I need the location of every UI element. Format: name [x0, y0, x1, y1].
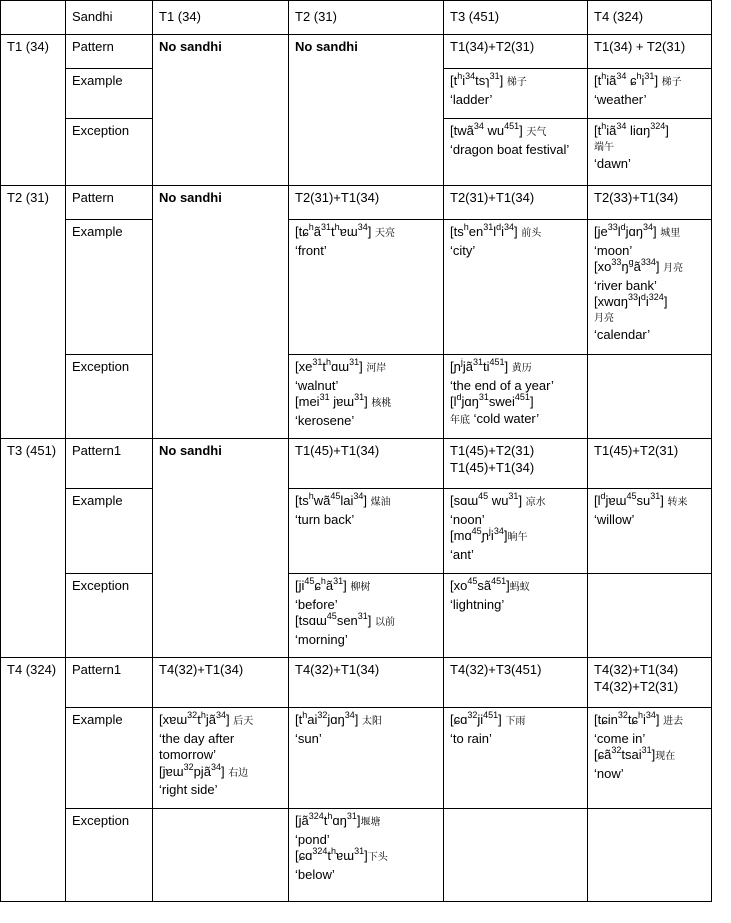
t3-pattern-t3 [444, 439, 588, 489]
gloss: ‘cold water’ [473, 410, 540, 426]
hanzi: 以前 [375, 617, 396, 628]
hanzi: 太阳 [362, 716, 382, 727]
row-label-example: Example [66, 220, 153, 355]
gloss: ‘the end of a year’ [450, 377, 554, 393]
t2-example-t3: $[ts^hen^{31}l^di^{34}]$ 前头 ‘city’ [444, 220, 588, 355]
header-t3: T3 (451) [444, 1, 588, 35]
gloss: ‘now’ [594, 765, 624, 781]
row-group-t2: T2 (31) [1, 186, 66, 439]
row-label-pattern1: Pattern1 [66, 658, 153, 708]
t1-pattern-t3: T1(34)+T2(31) [444, 35, 588, 69]
t4-example-t4: $[tɕin^{32}tɕ^hi^{34}]$ 进去 ‘come in’ [ɕã$^{32}$tsai$^{31}$]现在 ‘now’ [588, 708, 712, 809]
hanzi: 进去 [663, 716, 684, 727]
hanzi: 黄历 [511, 363, 532, 374]
t1-exception-t4: [$t^hiã^{34}$ liɑŋ$^{324}$] 端午 ‘dawn’ [588, 119, 712, 186]
t3-example-t2: $[ts^hwã^{45}lai^{34}]$ 煤油 ‘turn back’ [289, 489, 444, 574]
t3-pattern-t2: T1(45)+T1(34) [289, 439, 444, 489]
t1-example-t3: $[t^hi^{34}tsɿ^{31}]$ 梯子 ‘ladder’ [444, 69, 588, 119]
t3-example-t3: [sɑɯ$^{45}$ $wu^{31}$] 凉水 ‘noon’ $[mɑ^{45}ɲ^ji^{34}]$晌午 ‘ant’ [444, 489, 588, 574]
row-label-exception: Exception [66, 809, 153, 902]
hanzi: 现在 [655, 751, 676, 762]
hanzi: 梯子 [661, 77, 682, 88]
gloss: ‘city’ [450, 242, 476, 258]
t3-pattern-t4: T1(45)+T2(31) [588, 439, 712, 489]
t1-pattern-t4: T1(34) + T2(31) [588, 35, 712, 69]
gloss: ‘kerosene’ [295, 412, 355, 428]
row-label-exception: Exception [66, 574, 153, 658]
row-group-t1: T1 (34) [1, 35, 66, 186]
row-label-exception: Exception [66, 355, 153, 439]
gloss: ‘dragon boat festival’ [450, 141, 570, 157]
gloss: ‘walnut’ [295, 377, 339, 393]
t4-exception-t3 [444, 809, 588, 902]
hanzi: 河岸 [366, 363, 387, 374]
gloss: ‘lightning’ [450, 596, 505, 612]
pattern-line: T1(45)+T2(31) [450, 443, 535, 458]
hanzi: 年底 [450, 414, 470, 426]
gloss: ‘dawn’ [594, 156, 631, 171]
t4-pattern-t3: T4(32)+T3(451) [444, 658, 588, 708]
row-label-exception: Exception [66, 119, 153, 186]
t3-exception-t4 [588, 574, 712, 658]
row-label-example: Example [66, 708, 153, 809]
header-sandhi: Sandhi [66, 1, 153, 35]
t2-example-t4: $[je^{33}l^djɑŋ^{34}]$ 城里 ‘moon’ $[xo^{33}ŋ^gã^{334}]$ 月亮 ‘river bank’ $[xwɑŋ^{33}l^di^{324}]$ 月亮 ‘calendar’ [588, 220, 712, 355]
row-label-pattern: Pattern [66, 186, 153, 220]
t3-example-t4: $[l^djɐɯ^{45}su^{31}]$ 转来 ‘willow’ [588, 489, 712, 574]
pattern-line: T4(32)+T2(31) [594, 678, 679, 694]
t3-exception-t2: $[ji^{45}ɕ^hã^{31}]$ 柳树 ‘before’ [tsɑɯ$^{45}$sen$^{31}$] 以前 ‘morning’ [289, 574, 444, 658]
t4-pattern-t1: T4(32)+T1(34) [153, 658, 289, 708]
gloss: ‘right side’ [159, 782, 218, 797]
row-label-example: Example [66, 489, 153, 574]
gloss: ‘sun’ [295, 730, 322, 746]
hanzi: 右边 [228, 767, 249, 779]
gloss: ‘before’ [295, 596, 338, 612]
t4-example-t2: $[t^hai^{32}jɑŋ^{34}]$ 太阳 ‘sun’ [289, 708, 444, 809]
t1-exception-t3: [twã$^{34}$ $wu^{451}$] 天气 ‘dragon boat festival’ [444, 119, 588, 186]
gloss: ‘turn back’ [295, 511, 355, 527]
t2-exception-t3: $[ɲ^jjã^{31}ti^{451}]$ 黄历 ‘the end of a year’ $[l^djɑŋ^{31}swei^{451}]$ 年底 ‘cold water’ [444, 355, 588, 439]
hanzi: 转来 [667, 497, 688, 508]
no-sandhi-t2-t1: No sandhi [153, 186, 289, 439]
gloss: ‘river bank’ [594, 277, 657, 293]
pattern-line: T1(45)+T1(34) [450, 459, 535, 475]
t4-exception-t2: $[jã^{324}t^hɑŋ^{31}]$堰塘 ‘pond’ $[ɕɑ^{324}t^hɐɯ^{31}]$下头 ‘below’ [289, 809, 444, 902]
t2-pattern-t4: T2(33)+T1(34) [588, 186, 712, 220]
gloss: ‘come in’ [594, 730, 646, 746]
t2-pattern-t2: T2(31)+T1(34) [289, 186, 444, 220]
gloss: ‘calendar’ [594, 327, 651, 342]
hanzi: 煤油 [370, 497, 391, 508]
hanzi: 前头 [521, 228, 542, 239]
hanzi: 后天 [233, 716, 254, 727]
t3-exception-t3: $[xo^{45}sã^{451}]$蚂蚁 ‘lightning’ [444, 574, 588, 658]
hanzi: 柳树 [350, 582, 371, 593]
hanzi: 核桃 [371, 398, 392, 409]
gloss: ‘the day after tomorrow’ [159, 730, 235, 762]
row-group-t4: T4 (324) [1, 658, 66, 902]
row-group-t3: T3 (451) [1, 439, 66, 658]
hanzi: 天亮 [374, 228, 395, 239]
hanzi: 下雨 [505, 716, 526, 727]
t4-exception-t1 [153, 809, 289, 902]
no-sandhi-t1-t1: No sandhi [153, 35, 289, 186]
gloss: ‘weather’ [594, 91, 647, 107]
t4-pattern-t2: T4(32)+T1(34) [289, 658, 444, 708]
pattern-line: T4(32)+T1(34) [594, 662, 679, 677]
hanzi: 端午 [594, 141, 614, 153]
gloss: ‘pond’ [295, 831, 330, 847]
gloss: ‘noon’ [450, 511, 485, 527]
t4-exception-t4 [588, 809, 712, 902]
hanzi: 晌午 [507, 532, 528, 543]
row-label-pattern1: Pattern1 [66, 439, 153, 489]
t1-example-t4: [$t^hiã^{34}$ $ɕ^hi^{31}$] 梯子 ‘weather’ [588, 69, 712, 119]
t4-example-t3: $[ɕɑ^{32}ji^{451}]$ 下雨 ‘to rain’ [444, 708, 588, 809]
gloss: ‘ant’ [450, 546, 474, 562]
gloss: ‘to rain’ [450, 730, 492, 746]
t2-example-t2: $[tɕ^hã^{31}t^hɐɯ^{34}]$ 天亮 ‘front’ [289, 220, 444, 355]
hanzi: 梯子 [506, 77, 527, 88]
header-t1: T1 (34) [153, 1, 289, 35]
t2-exception-t4 [588, 355, 712, 439]
gloss: ‘ladder’ [450, 91, 493, 107]
header-t4: T4 (324) [588, 1, 712, 35]
no-sandhi-t1-t2: No sandhi [289, 35, 444, 186]
hanzi: 蚂蚁 [509, 582, 530, 593]
t4-example-t1: $[xɐɯ^{32}t^hjã^{34}]$ 后天 ‘the day after tomorrow’ [jɐɯ$^{32}$pjã$^{34}$] 右边 ‘right side’ [153, 708, 289, 809]
row-label-pattern: Pattern [66, 35, 153, 69]
hanzi: 城里 [660, 228, 681, 239]
hanzi: 月亮 [663, 263, 684, 274]
no-sandhi-t3-t1: No sandhi [153, 439, 289, 658]
hanzi: 天气 [526, 127, 547, 138]
gloss: ‘morning’ [295, 631, 348, 647]
gloss: ‘front’ [295, 242, 327, 258]
header-corner [1, 1, 66, 35]
gloss: ‘willow’ [594, 511, 635, 527]
t4-pattern-t4 [588, 658, 712, 708]
hanzi: 下头 [367, 852, 388, 863]
hanzi: 月亮 [594, 312, 614, 324]
row-label-example: Example [66, 69, 153, 119]
t2-exception-t2: $[xe^{31}t^hɑɯ^{31}]$ 河岸 ‘walnut’ [mei$^{31}$ jɐɯ$^{31}$] 核桃 ‘kerosene’ [289, 355, 444, 439]
gloss: ‘below’ [295, 866, 335, 882]
hanzi: 堰塘 [360, 817, 381, 828]
gloss: ‘moon’ [594, 242, 633, 258]
hanzi: 凉水 [525, 497, 546, 508]
header-t2: T2 (31) [289, 1, 444, 35]
t2-pattern-t3: T2(31)+T1(34) [444, 186, 588, 220]
